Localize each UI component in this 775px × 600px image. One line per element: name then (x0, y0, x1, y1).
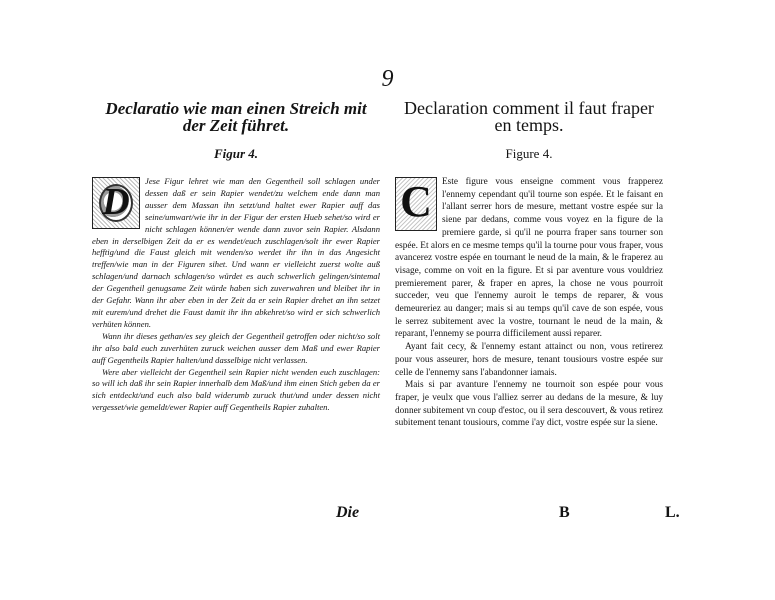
french-title-line-2: en temps. (494, 115, 564, 135)
french-initial-letter: C (400, 177, 432, 226)
french-title-line-1: Declaration comment il faut fraper (404, 98, 654, 118)
french-title (395, 100, 663, 134)
french-catchword: L. (665, 504, 680, 521)
french-paragraph-2: Ayant fait cecy, & l'ennemy estant attainct ou non, vous retirerez pour vous asseurer, hors de mesure, tenant tousiours vostre espée sur celle de l'ennemy sans l'abandonner iamais. (395, 342, 663, 378)
german-column (92, 100, 380, 414)
french-paragraph-1: Este figure vous enseigne comment vous frapperez l'ennemy cependant qu'il tourne son espée. Et le faisant en l'allant serrer hors de mesure, mettant vostre espée sur la siene par dedans, comme vous voyez en la figure de la premiere garde, si qu'il ne pourra fraper sans tourner son espée. Et alors en ce mesme temps qu'il la tourne pour vous fraper, vous avancerez vostre espée en tournant le neud de la main, & le fraperez au visage, comme on voit en la figure. Et si par aventure vous vouldriez premierement parer, & fraper en apres, la chose ne vous pourroit succeder, veu que l'ennemy auroit le temps de reparer, & vous demeureriez au danger; mais si au temps qu'il cave de son espée, vous le serrez subitement avec la vostre, tournant le neud de la main, & reparant, l'ennemy se pourra difficilement aussi reparer. (395, 177, 663, 340)
decorated-initial-c-icon (395, 177, 437, 231)
french-column (395, 100, 663, 430)
page-number: 9 (381, 66, 394, 92)
german-body (92, 176, 380, 414)
french-paragraph-3: Mais si par avanture l'ennemy ne tournoit son espée pour vous fraper, je veulx que vous l'alliez serrer au dedans de la mesure, & luy donner subitement vn coup d'estoc, ou il sera descouvert, & vous retirez subitement tenant tousiours, comme i'ay dict, vostre espée sur la siene. (395, 380, 663, 429)
french-body (395, 176, 663, 430)
signature-mark: B (559, 504, 570, 521)
german-paragraph-2: Wann ihr dieses gethan/es sey gleich der Gegentheil getroffen oder nicht/so solt ihr also bald euch zuverhüten zuruck weichen ausser dem Maß und ewer Rapier auff Gegentheils Rapier halten/und dasselbige nicht verlassen. (92, 330, 380, 365)
german-catchword: Die (336, 504, 360, 521)
german-paragraph-1: Jese Figur lehret wie man den Gegentheil soll schlagen under dessen daß er sein Rapier wendet/zu welchem ende dann man ausser dem Massan ihn setzt/und haltet ewer Rapier auff das seine/umwart/wie ihr in der Figur der ersten Hueb sehet/so wird er nicht schlagen können/er wende dann zuvor sein Rapier. Alsdann eben in derselbigen Zeit da er es wendet/euch zuschlagen/solt ihr ewer Rapier hefftig/und die Faust gleich mit wenden/so werdet ihr ihn in das Angesicht treffen/wie man in der Figuren sihet. Und wann er vielleicht zuerst wolte auß schlagen/und darnach schlagen/so würdet es auch schwerlich gelingen/sintemal der Gegentheil genugsame Zeit würde haben sich zuverwahren und bleibet ihr in der Gefahr. Wann ihr aber eben in der Zeit da er sein Rapier drehet an ihn setzet mit eurem/und drehet die Faust damit ihr ihn abkehret/so wird er sich schwerlich verhüten können. (92, 176, 380, 329)
decorated-initial-d-icon (92, 177, 140, 229)
german-initial-letter: D (102, 181, 130, 223)
german-figure-label: Figur 4. (213, 146, 259, 161)
german-paragraph-3: Were aber vielleicht der Gegentheil sein Rapier nicht wenden euch zuschlagen: so will ich daß ihr sein Rapier innerhalb dem Maß/und ihm einen Stich geben da er sich entdeckt/und euch also bald widerumb zuruck thut/und under dessen nicht vergesset/wie gemeldt/ewer Rapier auff Gegentheils Rapier zuhalten. (92, 366, 380, 413)
german-title: Declaratio wie man einen Streich mit der Zeit führet. (105, 99, 367, 135)
french-figure-label: Figure 4. (505, 146, 553, 161)
